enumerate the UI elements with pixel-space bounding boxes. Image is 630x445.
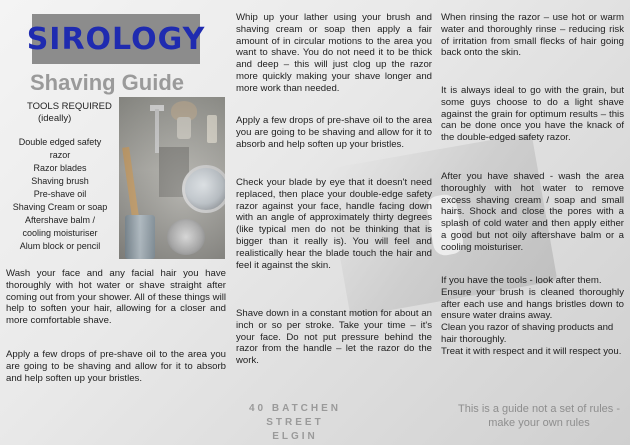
address (230, 402, 360, 444)
tools-list-item: Aftershave balm / (24, 215, 96, 225)
tools-list (4, 136, 116, 253)
tool-care-line: Clean you razor of shaving products and hair thoroughly. (441, 322, 614, 345)
tools-list-item: Alum block or pencil (19, 241, 101, 251)
tool-care-line: Ensure your brush is cleaned thoroughly after each use and hangs bristles down to ensure water drains away. (441, 286, 624, 322)
paragraph-lather: Whip up your lather using your brush and shaving cream or soap then apply a fair amount of in circular motions to the area you want to shave. You do not need it to be thick and deep – this will just clog up the razor more quickly making your shave longer and more work than needed. (236, 12, 432, 94)
tools-list-item: Pre-shave oil (33, 189, 87, 199)
paragraph-with-grain: It is always ideal to go with the grain, but some guys choose to do a light shave against the grain for optimum results – this can be done once you have the knack of the double-edged safety razor. (441, 85, 624, 144)
shaving-kit-photo (119, 97, 225, 259)
address-line: 40 BATCHEN STREET (248, 403, 342, 428)
tools-list-item: Razor blades (33, 163, 87, 173)
tagline: This is a guide not a set of rules - make your own rules (457, 403, 621, 429)
tool-care-line: If you have the tools - look after them. (441, 275, 602, 286)
paragraph-pre-shave-oil-repeat: Apply a few drops of pre-shave oil to the area you are going to be shaving and allow for it to absorb and help soften up your bristles. (236, 115, 432, 150)
paragraph-wash-face: Wash your face and any facial hair you have thoroughly with hot water or shave straight after coming out from your shower. All of these things will help to soften your hair, allowing for a closer and more comfortable shave. (6, 268, 226, 327)
paragraph-shave-down: Shave down in a constant motion for about an inch or so per stroke. Take your time – it's your face. Do not put pressure behind the razor from the handle – let the razor do the work. (236, 308, 432, 367)
paragraph-check-blade: Check your blade by eye that it doesn't need replaced, then place your double-edge safety razor against your face, handle facing down with an angle of approximately thirty degrees (like typical men do not be thinking that is bigger than it really is). You will feel and realistically hear the blade touch the hair and feel it against the skin. (236, 177, 432, 271)
address-line: ELGIN (272, 431, 318, 442)
tool-care-line: Treat it with respect and it will respect you. (441, 345, 622, 357)
tools-subheading: (ideally) (38, 113, 72, 124)
page-title: Shaving Guide (30, 70, 185, 95)
tools-list-item: Shaving brush (31, 176, 89, 186)
tools-list-item: Shaving Cream or soap (12, 202, 108, 212)
tools-list-item: Double edged safety (18, 137, 102, 147)
tools-heading: TOOLS REQUIRED (27, 101, 112, 112)
paragraph-pre-shave-oil: Apply a few drops of pre-shave oil to the area you are going to be shaving and allow for it to absorb and help soften up your bristles. (6, 349, 226, 384)
paragraph-tool-care (441, 275, 624, 358)
paragraph-rinse-razor: When rinsing the razor – use hot or warm water and thoroughly rinse – reducing risk of irritation from small flecks of hair going back onto the skin. (441, 12, 624, 59)
paragraph-after-shave: After you have shaved - wash the area thoroughly with hot water to remove excess shaving cream / soap and small hairs. Shock and close the pores with a splash of cold water and then apply either a good but not oily aftershave balm or a cooling moisturiser. (441, 171, 624, 253)
tools-list-item: razor (49, 150, 71, 160)
tools-list-item: cooling moisturiser (22, 228, 98, 238)
logo (26, 14, 206, 64)
photo-overlay (119, 97, 225, 259)
logo-text: SIROLOGY (26, 21, 206, 57)
